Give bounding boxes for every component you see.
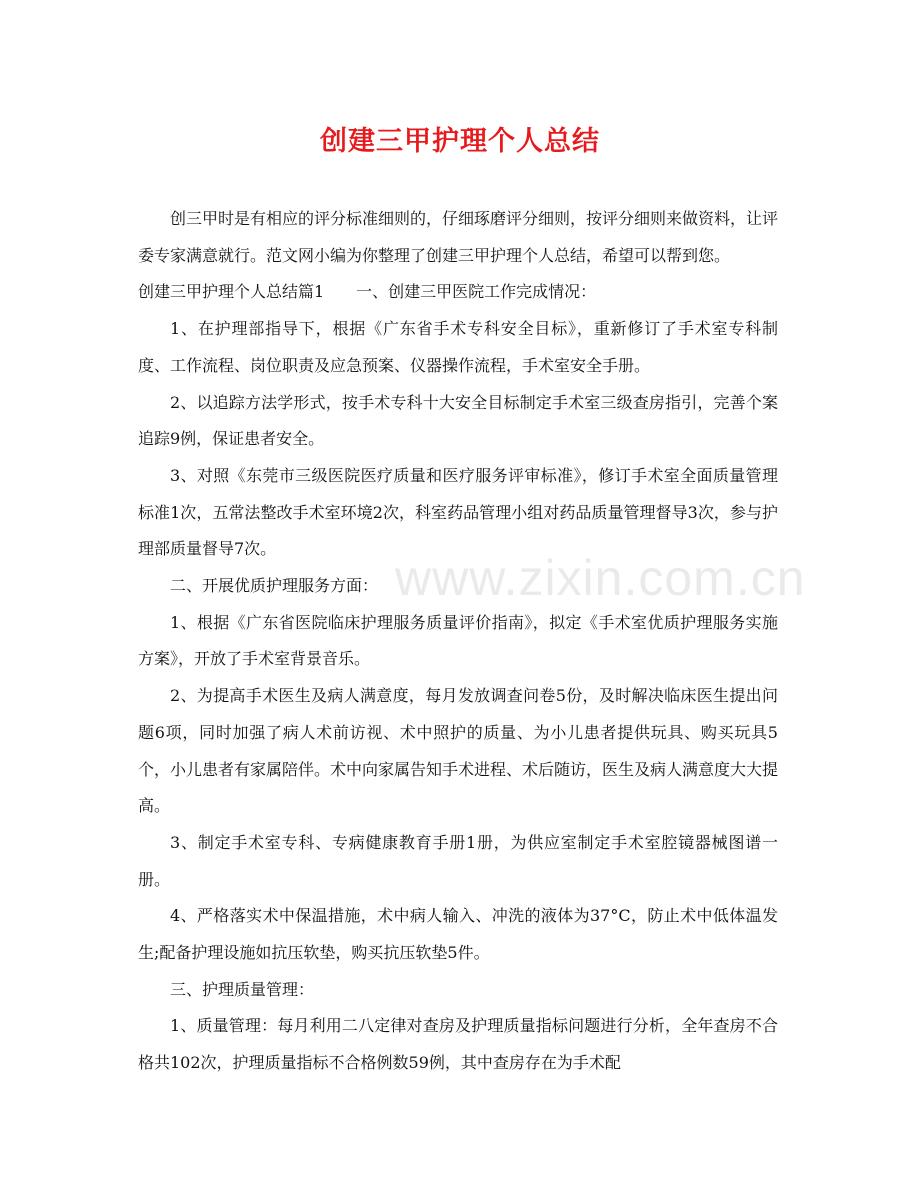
paragraph: 2、为提高手术医生及病人满意度，每月发放调查问卷5份，及时解决临床医生提出问题6项，同时加强了病人术前访视、术中照护的质量、为小儿患者提供玩具、购买玩具5个，小儿患者有家属陪伴。术中向家属告知手术进程、术后随访，医生及病人满意度大大提高。 bbox=[138, 686, 779, 816]
watermark: www.zixin.com.cn bbox=[395, 550, 806, 606]
paragraph: 1、质量管理：每月利用二八定律对查房及护理质量指标问题进行分析，全年查房不合格共102次，护理质量指标不合格例数59例，其中查房存在为手术配 bbox=[138, 1016, 778, 1073]
document-title: 创建三甲护理个人总结 bbox=[320, 126, 600, 157]
paragraph: 1、在护理部指导下，根据《广东省手术专科安全目标》，重新修订了手术室专科制度、工作流程、岗位职责及应急预案、仪器操作流程，手术室安全手册。 bbox=[138, 319, 778, 375]
document-body bbox=[138, 201, 778, 1082]
paragraph: 1、根据《广东省医院临床护理服务质量评价指南》，拟定《手术室优质护理服务实施方案》，开放了手术室背景音乐。 bbox=[138, 612, 778, 669]
paragraph: 2、以追踪方法学形式，按手术专科十大安全目标制定手术室三级查房指引，完善个案追踪9例，保证患者安全。 bbox=[138, 392, 778, 449]
paragraph: 4、严格落实术中保温措施，术中病人输入、冲洗的液体为37°C，防止术中低体温发生;配备护理设施如抗压软垫，购买抗压软垫5件。 bbox=[138, 906, 778, 963]
paragraph: 3、制定手术室专科、专病健康教育手册1册，为供应室制定手术室腔镜器械图谱一册。 bbox=[138, 832, 778, 889]
paragraph: 3、对照《东莞市三级医院医疗质量和医疗服务评审标准》，修订手术室全面质量管理标准1次，五常法整改手术室环境2次，科室药品管理小组对药品质量管理督导3次，参与护理部质量督导7次。 bbox=[138, 465, 778, 559]
paragraph-heading: 二、开展优质护理服务方面： bbox=[170, 576, 379, 596]
paragraph: 创三甲时是有相应的评分标准细则的，仔细琢磨评分细则，按评分细则来做资料，让评委专家满意就行。范文网小编为你整理了创建三甲护理个人总结，希望可以帮到您。 bbox=[138, 209, 779, 265]
paragraph-section-heading: 创建三甲护理个人总结篇1 一、创建三甲医院工作完成情况： bbox=[138, 282, 597, 302]
paragraph-heading: 三、护理质量管理： bbox=[170, 979, 315, 999]
